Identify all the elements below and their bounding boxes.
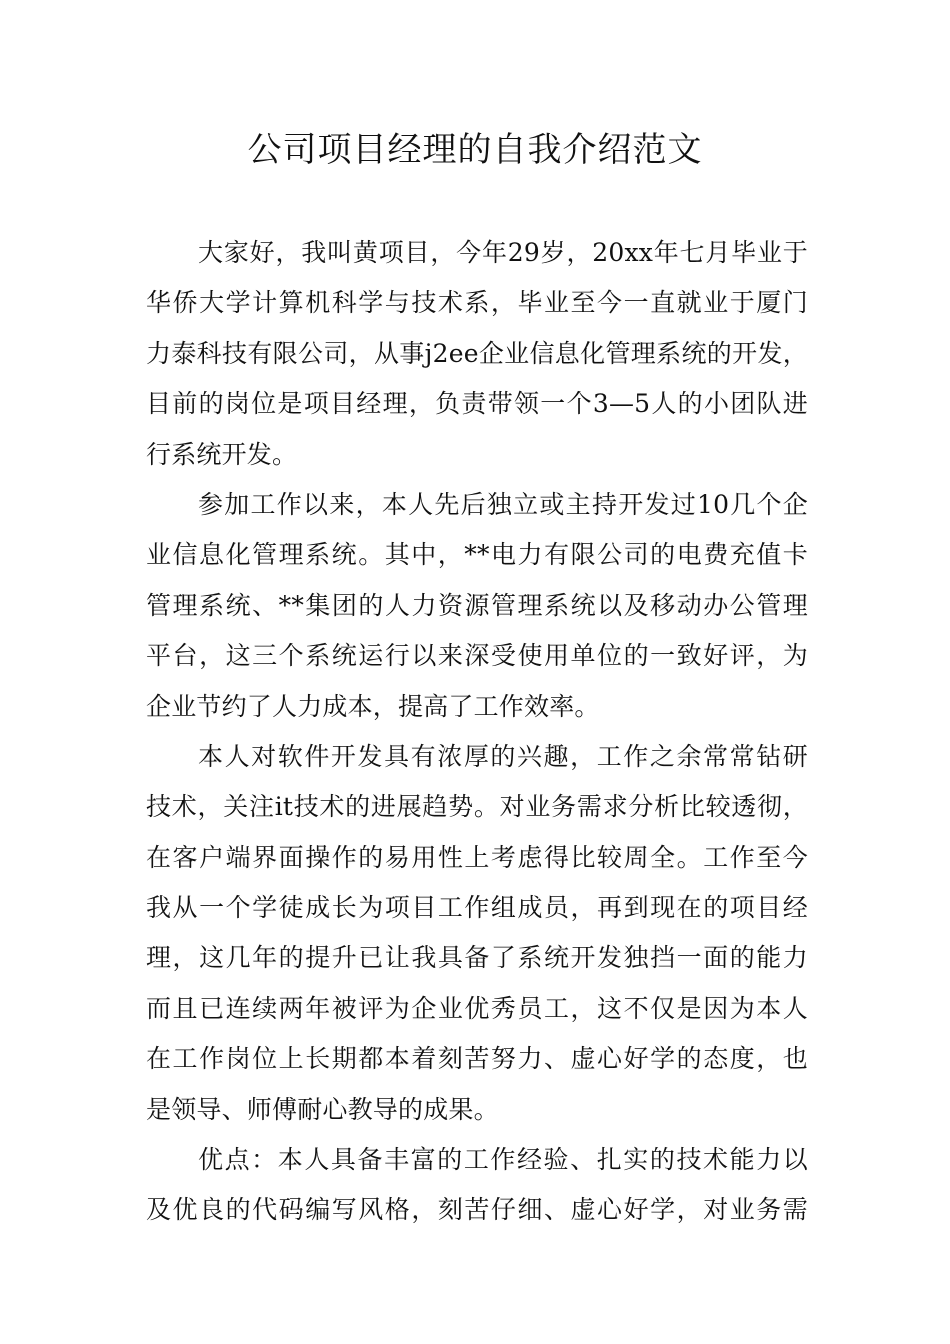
text-line: 业信息化管理系统。其中，**电力有限公司的电费充值卡 (146, 540, 808, 570)
text-line: 在客户端界面操作的易用性上考虑得比较周全。工作至今 (146, 842, 808, 872)
document-body (146, 228, 808, 1236)
text-line: 平台，这三个系统运行以来深受使用单位的一致好评，为 (146, 641, 808, 671)
text-line: 是领导、师傅耐心教导的成果。 (146, 1094, 499, 1124)
text-line: 本人对软件开发具有浓厚的兴趣，工作之余常常钻研 (198, 741, 808, 771)
text-line: 我从一个学徒成长为项目工作组成员，再到现在的项目经 (146, 893, 808, 923)
paragraph-2 (146, 480, 808, 732)
paragraph-1 (146, 228, 808, 480)
text-line: 行系统开发。 (146, 439, 298, 469)
text-line: 在工作岗位上长期都本着刻苦努力、虚心好学的态度，也 (146, 1044, 808, 1074)
text-line: 目前的岗位是项目经理，负责带领一个3—5人的小团队进 (146, 389, 808, 419)
text-line: 理，这几年的提升已让我具备了系统开发独挡一面的能力 (146, 943, 808, 973)
text-line: 企业节约了人力成本，提高了工作效率。 (146, 691, 600, 721)
document-title: 公司项目经理的自我介绍范文 (247, 130, 703, 170)
text-line: 优点：本人具备丰富的工作经验、扎实的技术能力以 (198, 1145, 808, 1175)
text-line: 技术，关注it技术的进展趋势。对业务需求分析比较透彻， (146, 792, 808, 822)
text-line: 及优良的代码编写风格，刻苦仔细、虚心好学，对业务需 (146, 1195, 808, 1225)
paragraph-3 (146, 732, 808, 1135)
text-line: 华侨大学计算机科学与技术系，毕业至今一直就业于厦门 (146, 288, 808, 318)
text-line: 参加工作以来，本人先后独立或主持开发过10几个企 (198, 489, 808, 519)
paragraph-4 (146, 1135, 808, 1236)
text-line: 而且已连续两年被评为企业优秀员工，这不仅是因为本人 (146, 993, 808, 1023)
text-line: 力泰科技有限公司，从事j2ee企业信息化管理系统的开发， (146, 338, 808, 368)
text-line: 管理系统、**集团的人力资源管理系统以及移动办公管理 (146, 590, 808, 620)
text-line: 大家好，我叫黄项目，今年29岁，20xx年七月毕业于 (198, 238, 808, 267)
